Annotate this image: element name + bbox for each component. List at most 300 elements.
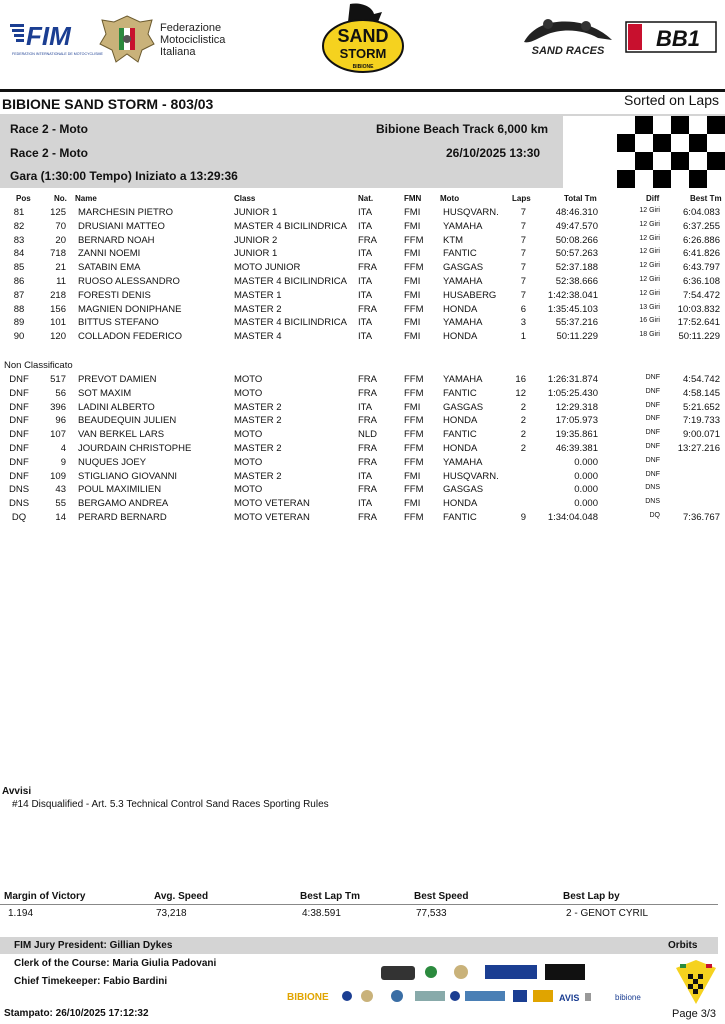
cell-moto: HUSQVARN.: [443, 470, 499, 482]
cell-fmn: FMI: [404, 289, 421, 301]
cell-total: 50:57.263: [555, 248, 598, 260]
cell-fmn: FMI: [404, 470, 421, 482]
cell-name: FORESTI DENIS: [78, 289, 151, 301]
cell-best: 6:43.797: [683, 262, 720, 274]
cell-moto: HONDA: [443, 331, 478, 343]
cell-diff: DNF: [645, 387, 660, 395]
cell-diff: 12 Giri: [639, 234, 660, 242]
checker-square: [617, 134, 635, 152]
cell-class: MASTER 4 BICILINDRICA: [234, 276, 347, 287]
cell-best: 7:36.767: [683, 512, 720, 523]
cell-total: 50:08.266: [555, 234, 598, 246]
cell-fmn: FMI: [404, 331, 421, 343]
cell-total: 49:47.570: [555, 220, 598, 232]
cell-fmn: FMI: [404, 220, 421, 232]
sponsor-strip: [285, 958, 675, 1008]
cell-best: 6:37.255: [683, 220, 720, 232]
cell-moto: FANTIC: [443, 248, 477, 260]
cell-best: 17:52.641: [677, 317, 720, 329]
cell-class: MASTER 2: [234, 470, 282, 482]
cell-diff: DQ: [649, 512, 660, 519]
cell-diff: 12 Giri: [639, 276, 660, 283]
cell-laps: 7: [520, 234, 526, 246]
cell-no: 107: [50, 429, 66, 441]
table-row: [0, 248, 725, 262]
cell-class: MOTO: [234, 374, 263, 385]
cell-pos: DQ: [11, 512, 27, 523]
table-row: [0, 471, 725, 485]
cell-class: JUNIOR 1: [234, 248, 278, 260]
cell-class: MASTER 2: [234, 415, 282, 427]
checker-square: [689, 170, 707, 188]
cell-moto: HONDA: [443, 303, 478, 315]
cell-fmn: FMI: [404, 207, 421, 218]
cell-pos: DNS: [8, 484, 30, 496]
cell-pos: 89: [13, 317, 25, 329]
cell-best: 6:26.886: [683, 234, 720, 246]
race-datetime: 26/10/2025 13:30: [446, 146, 541, 160]
cell-total: 52:37.188: [555, 262, 598, 274]
cell-no: 55: [55, 498, 66, 510]
cell-best: 7:54.472: [683, 289, 720, 301]
col-no: No.: [54, 194, 67, 203]
cell-fmn: FFM: [404, 234, 424, 246]
cell-laps: 2: [520, 429, 526, 441]
cell-name: MAGNIEN DONIPHANE: [78, 303, 182, 315]
cell-no: 21: [55, 262, 66, 274]
col-laps: Laps: [512, 194, 531, 203]
cell-name: RUOSO ALESSANDRO: [78, 276, 180, 287]
cell-moto: HONDA: [443, 415, 478, 427]
bibione-logo-text: BIBIONE: [352, 64, 374, 70]
cell-diff: 12 Giri: [639, 220, 660, 228]
cell-diff: 12 Giri: [639, 248, 660, 256]
cell-moto: YAMAHA: [443, 317, 483, 329]
checker-square: [581, 170, 599, 188]
cell-name: LADINI ALBERTO: [78, 401, 155, 413]
table-row: [0, 276, 725, 290]
cell-diff: 12 Giri: [639, 207, 660, 214]
cell-diff: DNF: [645, 401, 660, 409]
checker-square: [635, 116, 653, 134]
margin-label: Margin of Victory: [4, 891, 86, 902]
checker-square: [689, 134, 707, 152]
col-pos: Pos: [16, 194, 31, 203]
race-start-info: Gara (1:30:00 Tempo) Iniziato a 13:29:36: [10, 169, 238, 183]
cell-nat: FRA: [358, 484, 377, 496]
race-name-2: Race 2 - Moto: [10, 146, 89, 160]
cell-class: MASTER 2: [234, 303, 282, 315]
cell-no: 218: [50, 289, 66, 301]
cell-best: 6:41.826: [683, 248, 720, 260]
cell-laps: 16: [515, 374, 526, 385]
cell-moto: HONDA: [443, 443, 478, 454]
table-row: [0, 304, 725, 318]
fim-logo: [10, 18, 103, 60]
cell-total: 17:05.973: [555, 415, 598, 427]
cell-fmn: FFM: [404, 456, 424, 468]
cell-no: 9: [60, 456, 66, 468]
cell-moto: HUSQVARN.: [443, 207, 499, 218]
table-row: [0, 415, 725, 429]
cell-pos: DNF: [9, 374, 29, 385]
table-row: [0, 457, 725, 471]
cell-pos: 84: [13, 248, 25, 260]
storm-logo-text: STORM: [339, 46, 387, 61]
cell-name: VAN BERKEL LARS: [78, 429, 165, 441]
cell-laps: 7: [520, 220, 526, 232]
cell-pos: 86: [13, 276, 25, 287]
cell-fmn: FFM: [404, 415, 424, 427]
cell-pos: DNF: [9, 470, 29, 482]
cell-fmn: FMI: [404, 276, 421, 287]
cell-total: 52:38.666: [555, 276, 598, 287]
cell-fmn: FFM: [404, 484, 424, 496]
page-title: BIBIONE SAND STORM - 803/03: [2, 96, 214, 112]
cell-fmn: FFM: [404, 262, 424, 274]
cell-class: MOTO VETERAN: [234, 512, 310, 523]
cell-nat: ITA: [358, 220, 373, 232]
table-row: [0, 388, 725, 402]
sand-races-text: SAND RACES: [531, 45, 605, 57]
cell-nat: FRA: [358, 262, 377, 274]
cell-total: 50:11.229: [556, 331, 598, 343]
cell-nat: FRA: [358, 415, 377, 427]
fim-logo-text: FIM: [26, 21, 71, 51]
cell-total: 19:35.861: [555, 429, 598, 441]
cell-laps: 7: [520, 248, 526, 260]
cell-laps: 7: [520, 207, 526, 218]
cell-no: 156: [50, 303, 66, 315]
cell-name: JOURDAIN CHRISTOPHE: [78, 443, 192, 454]
cell-diff: DNS: [645, 498, 660, 506]
cell-laps: 2: [520, 401, 526, 413]
table-row: [0, 331, 725, 345]
cell-laps: 12: [515, 387, 526, 399]
cell-name: SATABIN EMA: [78, 262, 141, 274]
cell-pos: 83: [13, 234, 25, 246]
col-name: Name: [75, 194, 97, 203]
cell-best: 4:58.145: [683, 387, 720, 399]
cell-class: MOTO: [234, 387, 263, 399]
fmi-text: [160, 22, 225, 58]
cell-laps: 7: [520, 276, 526, 287]
cell-class: MASTER 1: [234, 289, 282, 301]
fmi-text-line: Federazione: [160, 22, 222, 34]
cell-laps: 2: [520, 415, 526, 427]
cell-moto: HONDA: [443, 498, 478, 510]
cell-best: 13:27.216: [677, 443, 720, 454]
track-name: Bibione Beach Track 6,000 km: [376, 122, 549, 136]
cell-pos: 85: [13, 262, 25, 274]
best-lap-label: Best Lap Tm: [300, 891, 361, 902]
cell-total: 0.000: [574, 498, 598, 510]
cell-moto: YAMAHA: [443, 276, 483, 287]
cell-moto: YAMAHA: [443, 220, 483, 232]
col-moto: Moto: [440, 194, 460, 203]
cell-diff: DNF: [645, 374, 660, 381]
cell-class: MOTO JUNIOR: [234, 262, 301, 274]
cell-total: 1:42:38.041: [547, 289, 598, 301]
sponsor-bibione: BIBIONE: [287, 992, 329, 1003]
cell-laps: 9: [520, 512, 526, 523]
checker-square: [707, 152, 725, 170]
cell-fmn: FFM: [404, 387, 424, 399]
cell-diff: 13 Giri: [639, 303, 660, 311]
cell-laps: 2: [520, 443, 526, 454]
non-classified-label: Non Classificato: [4, 360, 73, 371]
cell-total: 1:34:04.048: [547, 512, 598, 523]
best-lap-by-value: 2 - GENOT CYRIL: [566, 908, 649, 919]
col-class: Class: [234, 194, 256, 203]
cell-no: 70: [55, 220, 66, 232]
table-row: [0, 429, 725, 443]
table-row: [0, 317, 725, 331]
table-row: [0, 235, 725, 249]
orbits-label: Orbits: [668, 940, 698, 951]
sorted-label: Sorted on Laps: [624, 92, 719, 108]
cell-pos: 81: [13, 207, 25, 218]
cell-pos: DNF: [9, 429, 29, 441]
cell-moto: FANTIC: [443, 429, 477, 441]
col-fmn: FMN: [404, 194, 422, 203]
cell-moto: KTM: [443, 234, 464, 246]
checker-square: [635, 152, 653, 170]
cell-moto: YAMAHA: [443, 374, 483, 385]
cell-total: 0.000: [574, 456, 598, 468]
cell-class: MASTER 4 BICILINDRICA: [234, 220, 347, 232]
cell-nat: ITA: [358, 498, 373, 510]
printed-timestamp: Stampato: 26/10/2025 17:12:32: [4, 1008, 149, 1019]
cell-class: MASTER 2: [234, 401, 282, 413]
cell-diff: DNF: [645, 415, 660, 423]
col-best: Best Tm: [690, 194, 722, 203]
cell-name: POUL MAXIMILIEN: [78, 484, 162, 496]
cell-moto: GASGAS: [443, 401, 484, 413]
cell-nat: ITA: [358, 248, 373, 260]
cell-best: 6:04.083: [683, 207, 720, 218]
cell-diff: DNF: [645, 443, 660, 450]
checker-square: [599, 152, 617, 170]
cell-nat: ITA: [358, 276, 373, 287]
cell-nat: NLD: [358, 429, 378, 441]
cell-no: 14: [55, 512, 66, 523]
cell-class: MOTO: [234, 484, 263, 496]
bb1-logo: [626, 22, 716, 52]
avg-speed-label: Avg. Speed: [154, 891, 209, 902]
cell-best: 10:03.832: [677, 303, 720, 315]
cell-fmn: FFM: [404, 303, 424, 315]
cell-best: 6:36.108: [683, 276, 720, 287]
cell-total: 0.000: [574, 484, 598, 496]
cell-moto: GASGAS: [443, 262, 484, 274]
cell-total: 55:37.216: [555, 317, 598, 329]
checker-square: [653, 134, 671, 152]
best-lap-by-label: Best Lap by: [563, 891, 620, 902]
cell-fmn: FFM: [404, 429, 424, 441]
sand-races-logo: [514, 14, 618, 60]
sand-logo-text: SAND: [337, 26, 389, 46]
checker-square: [671, 116, 689, 134]
cell-best: 4:54.742: [683, 374, 720, 385]
cell-laps: 6: [520, 303, 526, 315]
cell-nat: ITA: [358, 207, 373, 218]
sponsor-avis: AVIS: [559, 993, 580, 1003]
cell-nat: ITA: [358, 401, 373, 413]
avg-speed-value: 73,218: [156, 908, 187, 919]
cell-class: MASTER 4: [234, 331, 282, 343]
cell-class: MOTO: [234, 429, 263, 441]
cell-total: 1:35:45.103: [547, 303, 598, 315]
cell-no: 96: [55, 415, 66, 427]
cell-fmn: FMI: [404, 401, 421, 413]
cell-total: 1:05:25.430: [547, 387, 598, 399]
jury-president: FIM Jury President: Gillian Dykes: [14, 940, 173, 951]
col-nat: Nat.: [358, 194, 374, 203]
bb1-text: BB1: [655, 26, 701, 51]
cell-name: DRUSIANI MATTEO: [78, 220, 165, 232]
cell-name: COLLADON FEDERICO: [78, 331, 182, 343]
cell-pos: DNF: [9, 387, 29, 399]
race-name: Race 2 - Moto: [10, 122, 89, 136]
table-row: [0, 374, 725, 388]
flag-logo: [676, 960, 716, 1004]
checker-square: [671, 152, 689, 170]
cell-no: 20: [55, 234, 66, 246]
table-row: [0, 498, 725, 512]
cell-pos: DNF: [9, 401, 29, 413]
cell-no: 56: [55, 387, 66, 399]
cell-name: PERARD BERNARD: [78, 512, 167, 523]
table-row: [0, 207, 725, 221]
cell-fmn: FFM: [404, 512, 424, 523]
notices-text: #14 Disqualified - Art. 5.3 Technical Control Sand Races Sporting Rules: [12, 799, 329, 810]
cell-total: 46:39.381: [555, 443, 598, 454]
checker-square: [563, 152, 581, 170]
cell-nat: ITA: [358, 289, 373, 301]
clerk-of-course: Clerk of the Course: Maria Giulia Padovani: [14, 958, 217, 969]
cell-nat: FRA: [358, 512, 377, 523]
cell-class: MASTER 4 BICILINDRICA: [234, 317, 347, 329]
cell-name: BEAUDEQUIN JULIEN: [78, 415, 177, 427]
cell-no: 396: [50, 401, 66, 413]
page-number: Page 3/3: [672, 1008, 717, 1020]
margin-value: 1.194: [8, 908, 34, 919]
cell-total: 0.000: [574, 470, 598, 482]
cell-no: 43: [55, 484, 66, 496]
cell-nat: FRA: [358, 374, 377, 385]
cell-nat: ITA: [358, 331, 373, 343]
sponsor-bibione-2: bibione: [615, 993, 641, 1002]
cell-best: 9:00.071: [683, 429, 720, 441]
cell-fmn: FFM: [404, 374, 424, 385]
cell-no: 718: [50, 248, 66, 260]
cell-diff: DNF: [645, 429, 660, 437]
cell-class: MOTO VETERAN: [234, 498, 310, 510]
cell-name: BERGAMO ANDREA: [78, 498, 169, 510]
cell-nat: ITA: [358, 317, 373, 329]
cell-no: 109: [50, 470, 66, 482]
cell-total: 48:46.310: [555, 207, 598, 218]
cell-nat: FRA: [358, 456, 377, 468]
cell-pos: DNS: [8, 498, 30, 510]
checkered-flag: [563, 116, 725, 188]
cell-pos: DNF: [9, 415, 29, 427]
best-lap-value: 4:38.591: [302, 908, 341, 919]
table-row: [0, 262, 725, 276]
cell-laps: 1: [520, 331, 526, 343]
cell-best: 50:11.229: [678, 331, 720, 343]
cell-name: NUQUES JOEY: [78, 456, 147, 468]
cell-diff: 12 Giri: [639, 262, 660, 270]
cell-nat: FRA: [358, 387, 377, 399]
cell-fmn: FMI: [404, 317, 421, 329]
cell-no: 120: [50, 331, 66, 343]
checker-square: [653, 170, 671, 188]
cell-moto: YAMAHA: [443, 456, 483, 468]
cell-total: 1:26:31.874: [547, 374, 598, 385]
best-speed-label: Best Speed: [414, 891, 469, 902]
cell-nat: FRA: [358, 234, 377, 246]
cell-pos: 87: [13, 289, 25, 301]
cell-laps: 3: [520, 317, 526, 329]
cell-laps: 7: [520, 262, 526, 274]
chief-timekeeper: Chief Timekeeper: Fabio Bardini: [14, 976, 168, 987]
cell-best: 5:21.652: [683, 401, 720, 413]
col-diff: Diff: [646, 194, 660, 203]
cell-diff: DNF: [645, 456, 660, 464]
table-row: [0, 402, 725, 416]
cell-diff: DNS: [645, 484, 660, 492]
best-speed-value: 77,533: [416, 908, 447, 919]
cell-name: BERNARD NOAH: [78, 234, 155, 246]
cell-name: PREVOT DAMIEN: [78, 374, 157, 385]
cell-fmn: FMI: [404, 248, 421, 260]
cell-moto: FANTIC: [443, 387, 477, 399]
table-row: [0, 290, 725, 304]
cell-diff: 12 Giri: [639, 289, 660, 297]
cell-diff: 16 Giri: [639, 317, 660, 325]
cell-nat: ITA: [358, 470, 373, 482]
cell-pos: DNF: [9, 456, 29, 468]
summary-divider: [0, 904, 718, 905]
cell-class: JUNIOR 2: [234, 234, 278, 246]
cell-name: ZANNI NOEMI: [78, 248, 141, 260]
cell-no: 517: [50, 374, 66, 385]
cell-no: 125: [50, 207, 66, 218]
cell-pos: 82: [13, 220, 25, 232]
cell-moto: GASGAS: [443, 484, 484, 496]
sand-storm-logo: [320, 2, 406, 74]
cell-no: 4: [60, 443, 66, 454]
header-divider: [0, 89, 725, 92]
cell-name: SOT MAXIM: [78, 387, 132, 399]
cell-class: MOTO: [234, 456, 263, 468]
cell-laps: 7: [520, 289, 526, 301]
fmi-text-line: Italiana: [160, 46, 196, 58]
fim-logo-sub: FEDERATION INTERNATIONALE DE MOTOCYCLISME: [12, 52, 103, 56]
checker-square: [617, 170, 635, 188]
notices-title: Avvisi: [2, 786, 32, 797]
cell-diff: DNF: [645, 470, 660, 478]
col-total: Total Tm: [564, 194, 597, 203]
cell-moto: FANTIC: [443, 512, 477, 523]
cell-name: STIGLIANO GIOVANNI: [78, 470, 178, 482]
cell-pos: 88: [13, 303, 25, 315]
cell-name: MARCHESIN PIETRO: [78, 207, 174, 218]
cell-nat: FRA: [358, 303, 377, 315]
cell-nat: FRA: [358, 443, 377, 454]
